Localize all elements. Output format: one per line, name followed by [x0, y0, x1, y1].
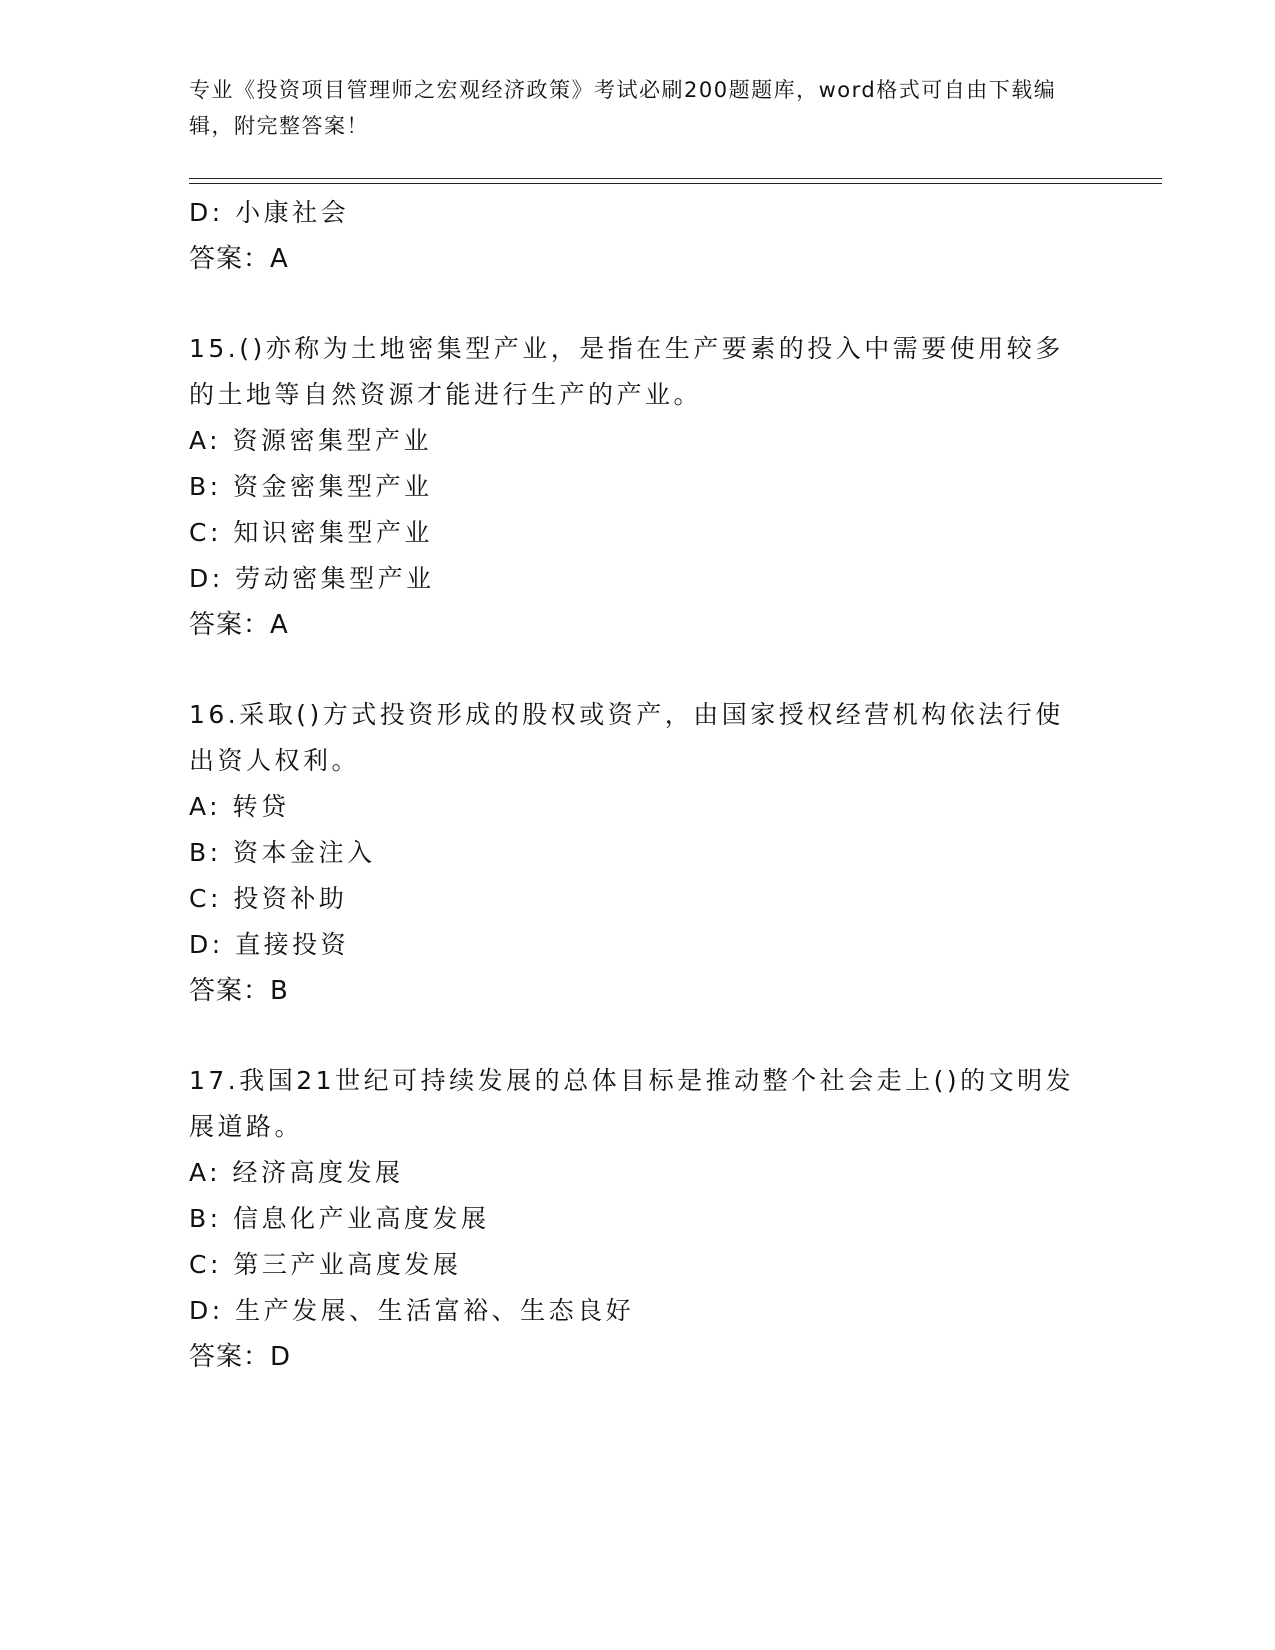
option-a: A: 经济高度发展	[189, 1158, 404, 1187]
option-c: C: 知识密集型产业	[189, 518, 433, 547]
answer: 答案：B	[189, 976, 289, 1006]
question-17	[189, 1058, 1089, 1380]
option-d: D: 劳动密集型产业	[189, 564, 435, 593]
option-a: A: 资源密集型产业	[189, 426, 433, 455]
option-b: B: 信息化产业高度发展	[189, 1204, 490, 1233]
document-body	[189, 190, 1089, 1380]
header-divider-bottom	[189, 183, 1162, 184]
option-a: A: 转贷	[189, 792, 290, 821]
option-c: C: 投资补助	[189, 884, 348, 913]
question-stem: 17.我国21世纪可持续发展的总体目标是推动整个社会走上()的文明发展道路。	[189, 1066, 1075, 1141]
option-b: B: 资金密集型产业	[189, 472, 433, 501]
page-header: 专业《投资项目管理师之宏观经济政策》考试必刷200题题库，word格式可自由下载编辑，附完整答案！	[189, 78, 1057, 138]
header-divider-top	[189, 178, 1162, 179]
carryover-question	[189, 190, 1089, 282]
option-d: D: 小康社会	[189, 198, 350, 227]
answer: 答案：A	[189, 244, 289, 274]
option-d: D: 生产发展、生活富裕、生态良好	[189, 1296, 635, 1325]
option-d: D: 直接投资	[189, 930, 350, 959]
answer: 答案：A	[189, 610, 289, 640]
answer: 答案：D	[189, 1342, 292, 1372]
question-15	[189, 326, 1089, 648]
question-stem: 15.()亦称为土地密集型产业，是指在生产要素的投入中需要使用较多的土地等自然资源才能进行生产的产业。	[189, 334, 1064, 409]
question-16	[189, 692, 1089, 1014]
question-stem: 16.采取()方式投资形成的股权或资产，由国家授权经营机构依法行使出资人权利。	[189, 700, 1064, 775]
option-b: B: 资本金注入	[189, 838, 376, 867]
option-c: C: 第三产业高度发展	[189, 1250, 462, 1279]
